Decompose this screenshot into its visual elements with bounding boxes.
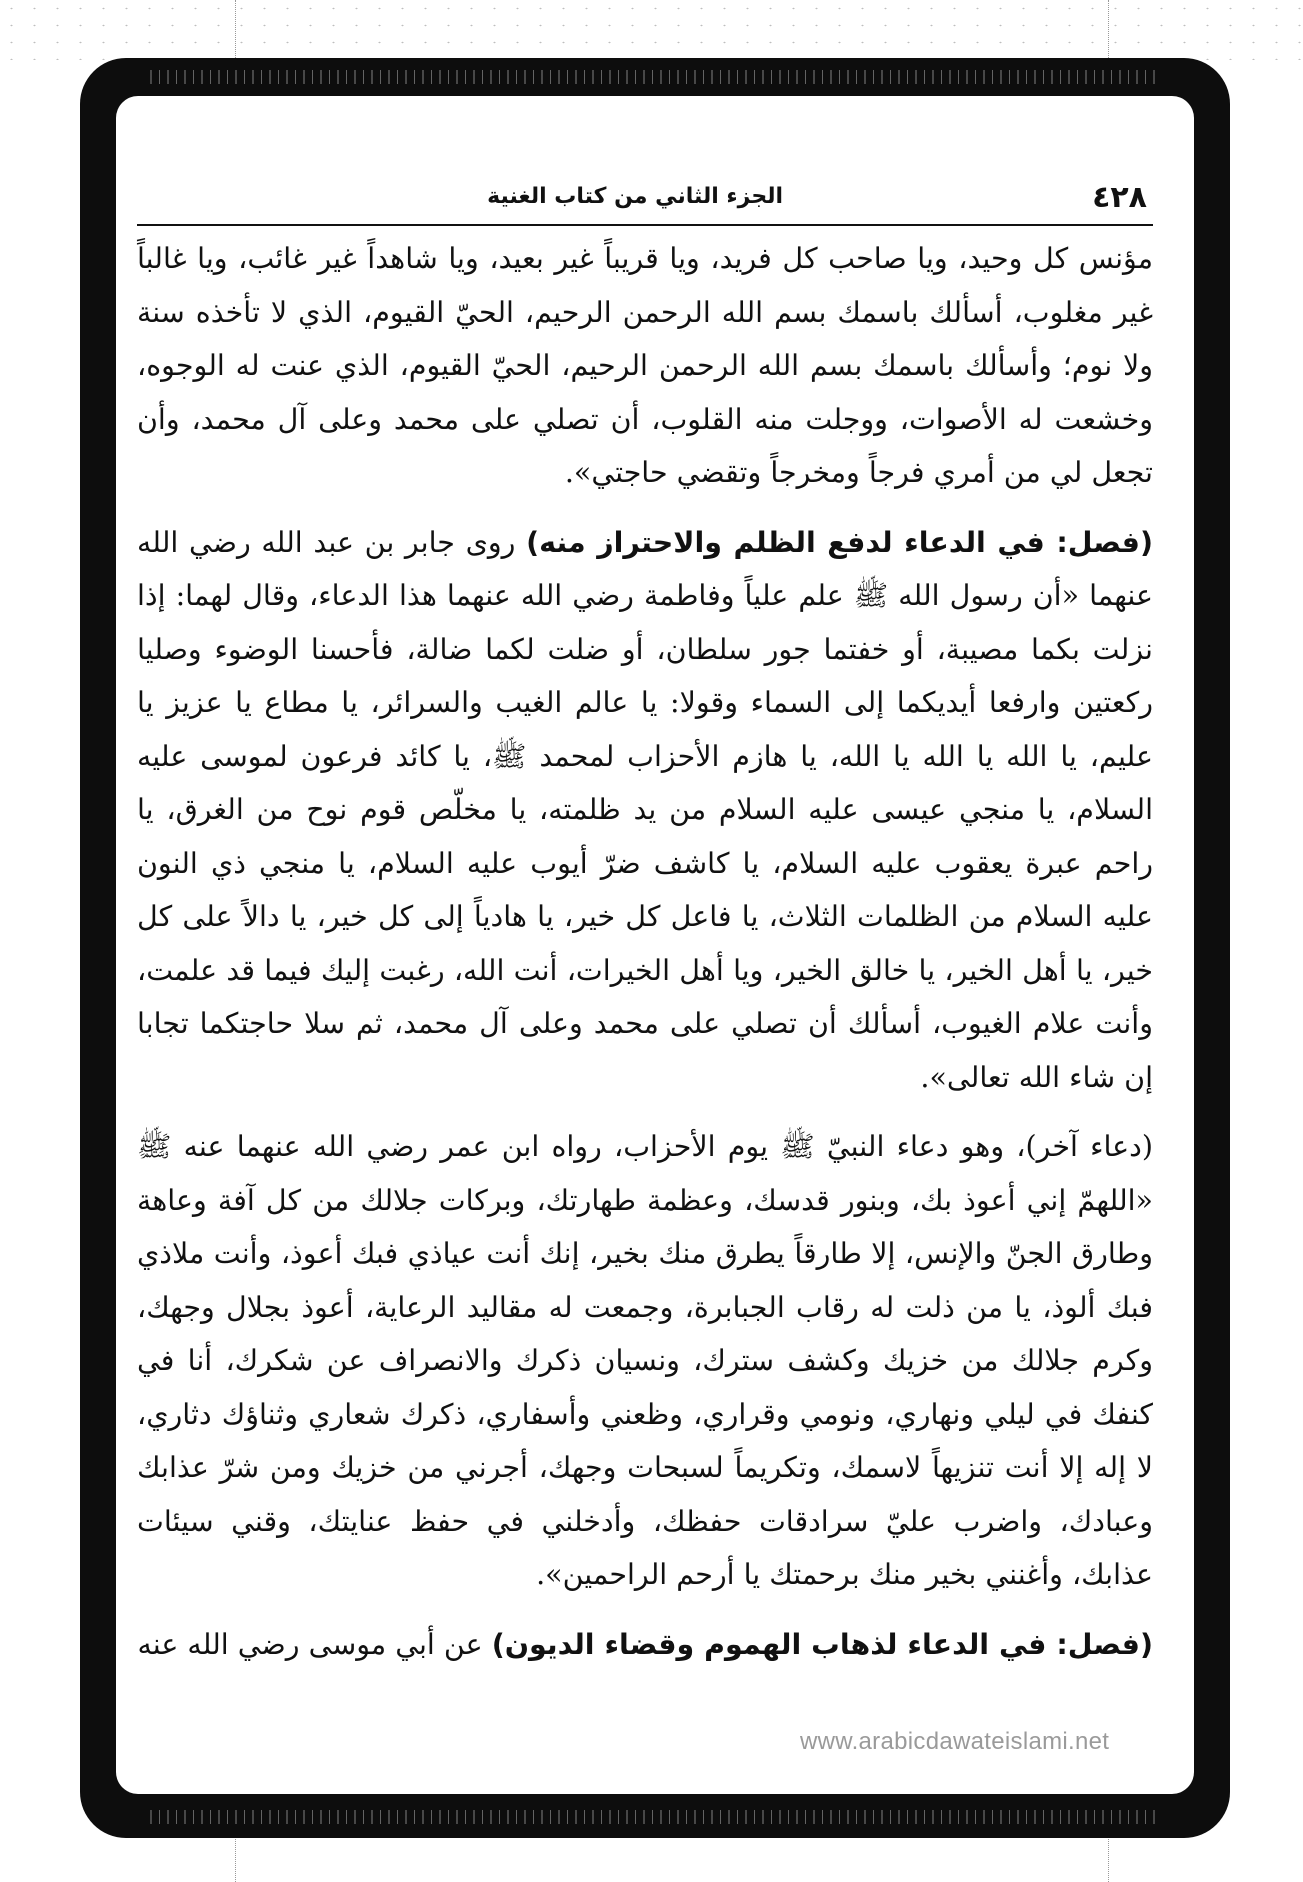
paragraph-text: روى جابر بن عبد الله رضي الله عنهما «أن رسول الله ﷺ علم علياً وفاطمة رضي الله عنهما هذا الدعاء، وقال لهما: إذا نزلت بكما مصيبة، أو خفتما جور سلطان، أو ضلت لكما ضالة، فأحسنا الوضوء وصليا ركعتين وارفعا أيديكما إلى السماء وقولا: يا عالم الغيب والسرائر، يا مطاع يا عزيز يا عليم، يا الله يا الله يا الله، يا هازم الأحزاب لمحمد ﷺ، يا كائد فرعون لموسى عليه السلام، يا منجي عيسى عليه السلام من يد ظلمته، يا مخلّص قوم نوح من الغرق، يا راحم عبرة يعقوب عليه السلام، يا كاشف ضرّ أيوب عليه السلام، يا منجي ذي النون عليه السلام من الظلمات الثلاث، يا فاعل كل خير، يا هادياً إلى كل خير، يا دالاً على كل خير، يا أهل الخير، يا خالق الخير، ويا أهل الخيرات، أنت الله، رغبت إليك فيما قد علمت، وأنت علام الغيوب، أسألك أن تصلي على محمد وعلى آل محمد، ثم سلا حاجتكما تجابا إن شاء الله تعالى». xyxy=(137,525,1153,1094)
paragraph xyxy=(137,1618,1153,1672)
book-title: الجزء الثاني من كتاب الغنية xyxy=(487,184,783,209)
paragraph-text: (دعاء آخر)، وهو دعاء النبيّ ﷺ يوم الأحزاب، رواه ابن عمر رضي الله عنهما عنه ﷺ «اللهمّ إني أعوذ بك، وبنور قدسك، وعظمة طهارتك، وبركات جلالك من كل آفة وعاهة وطارق الجنّ والإنس، إلا طارقاً يطرق منك بخير، إنك أنت عياذي فبك أعوذ، وأنت ملاذي فبك ألوذ، يا من ذلت له رقاب الجبابرة، وجمعت له مقاليد الرعاية، أعوذ بجلال وجهك، وكرم جلالك من خزيك وكشف سترك، ونسيان ذكرك والانصراف عن شكرك، أنا في كنفك في ليلي ونهاري، ونومي وقراري، وظعني وأسفاري، ذكرك شعاري وثناؤك دثاري، لا إله إلا أنت تنزيهاً لاسمك، وتكريماً لسبحات وجهك، أجرني من خزيك ومن شرّ عذابك وعبادك، واضرب عليّ سرادقات حفظك، وأدخلني في حفظ عنايتك، وقني سيئات عذابك، وأغنني بخير منك برحمتك يا أرحم الراحمين». xyxy=(137,1130,1153,1591)
section-heading: (فصل: في الدعاء لذهاب الهموم وقضاء الديون) xyxy=(491,1627,1153,1661)
paragraph-text: مؤنس كل وحيد، ويا صاحب كل فريد، ويا قريباً غير بعيد، ويا شاهداً غير غائب، ويا غالباً غير مغلوب، أسألك باسمك بسم الله الرحمن الرحيم، الحيّ القيوم، الذي لا تأخذه سنة ولا نوم؛ وأسألك باسمك بسم الله الرحمن الرحيم، الحيّ القيوم، الذي عنت له الوجوه، وخشعت له الأصوات، ووجلت منه القلوب، أن تصلي على محمد وعلى آل محمد، وأن تجعل لي من أمري فرجاً ومخرجاً وتقضي حاجتي». xyxy=(137,242,1153,489)
paragraph xyxy=(137,232,1153,500)
watermark-url: www.arabicdawateislami.net xyxy=(800,1728,1110,1755)
section-heading: (فصل: في الدعاء لدفع الظلم والاحتراز منه) xyxy=(526,525,1153,559)
book-page xyxy=(137,178,1153,1687)
body-text xyxy=(137,232,1153,1671)
page-number: ٤٢٨ xyxy=(1092,180,1147,215)
paragraph xyxy=(137,1120,1153,1602)
frame-texture xyxy=(150,70,1160,84)
paragraph xyxy=(137,516,1153,1105)
frame-texture xyxy=(150,1810,1160,1824)
running-header xyxy=(137,178,1153,226)
paragraph-text: عن أبي موسى رضي الله عنه xyxy=(137,1627,492,1661)
